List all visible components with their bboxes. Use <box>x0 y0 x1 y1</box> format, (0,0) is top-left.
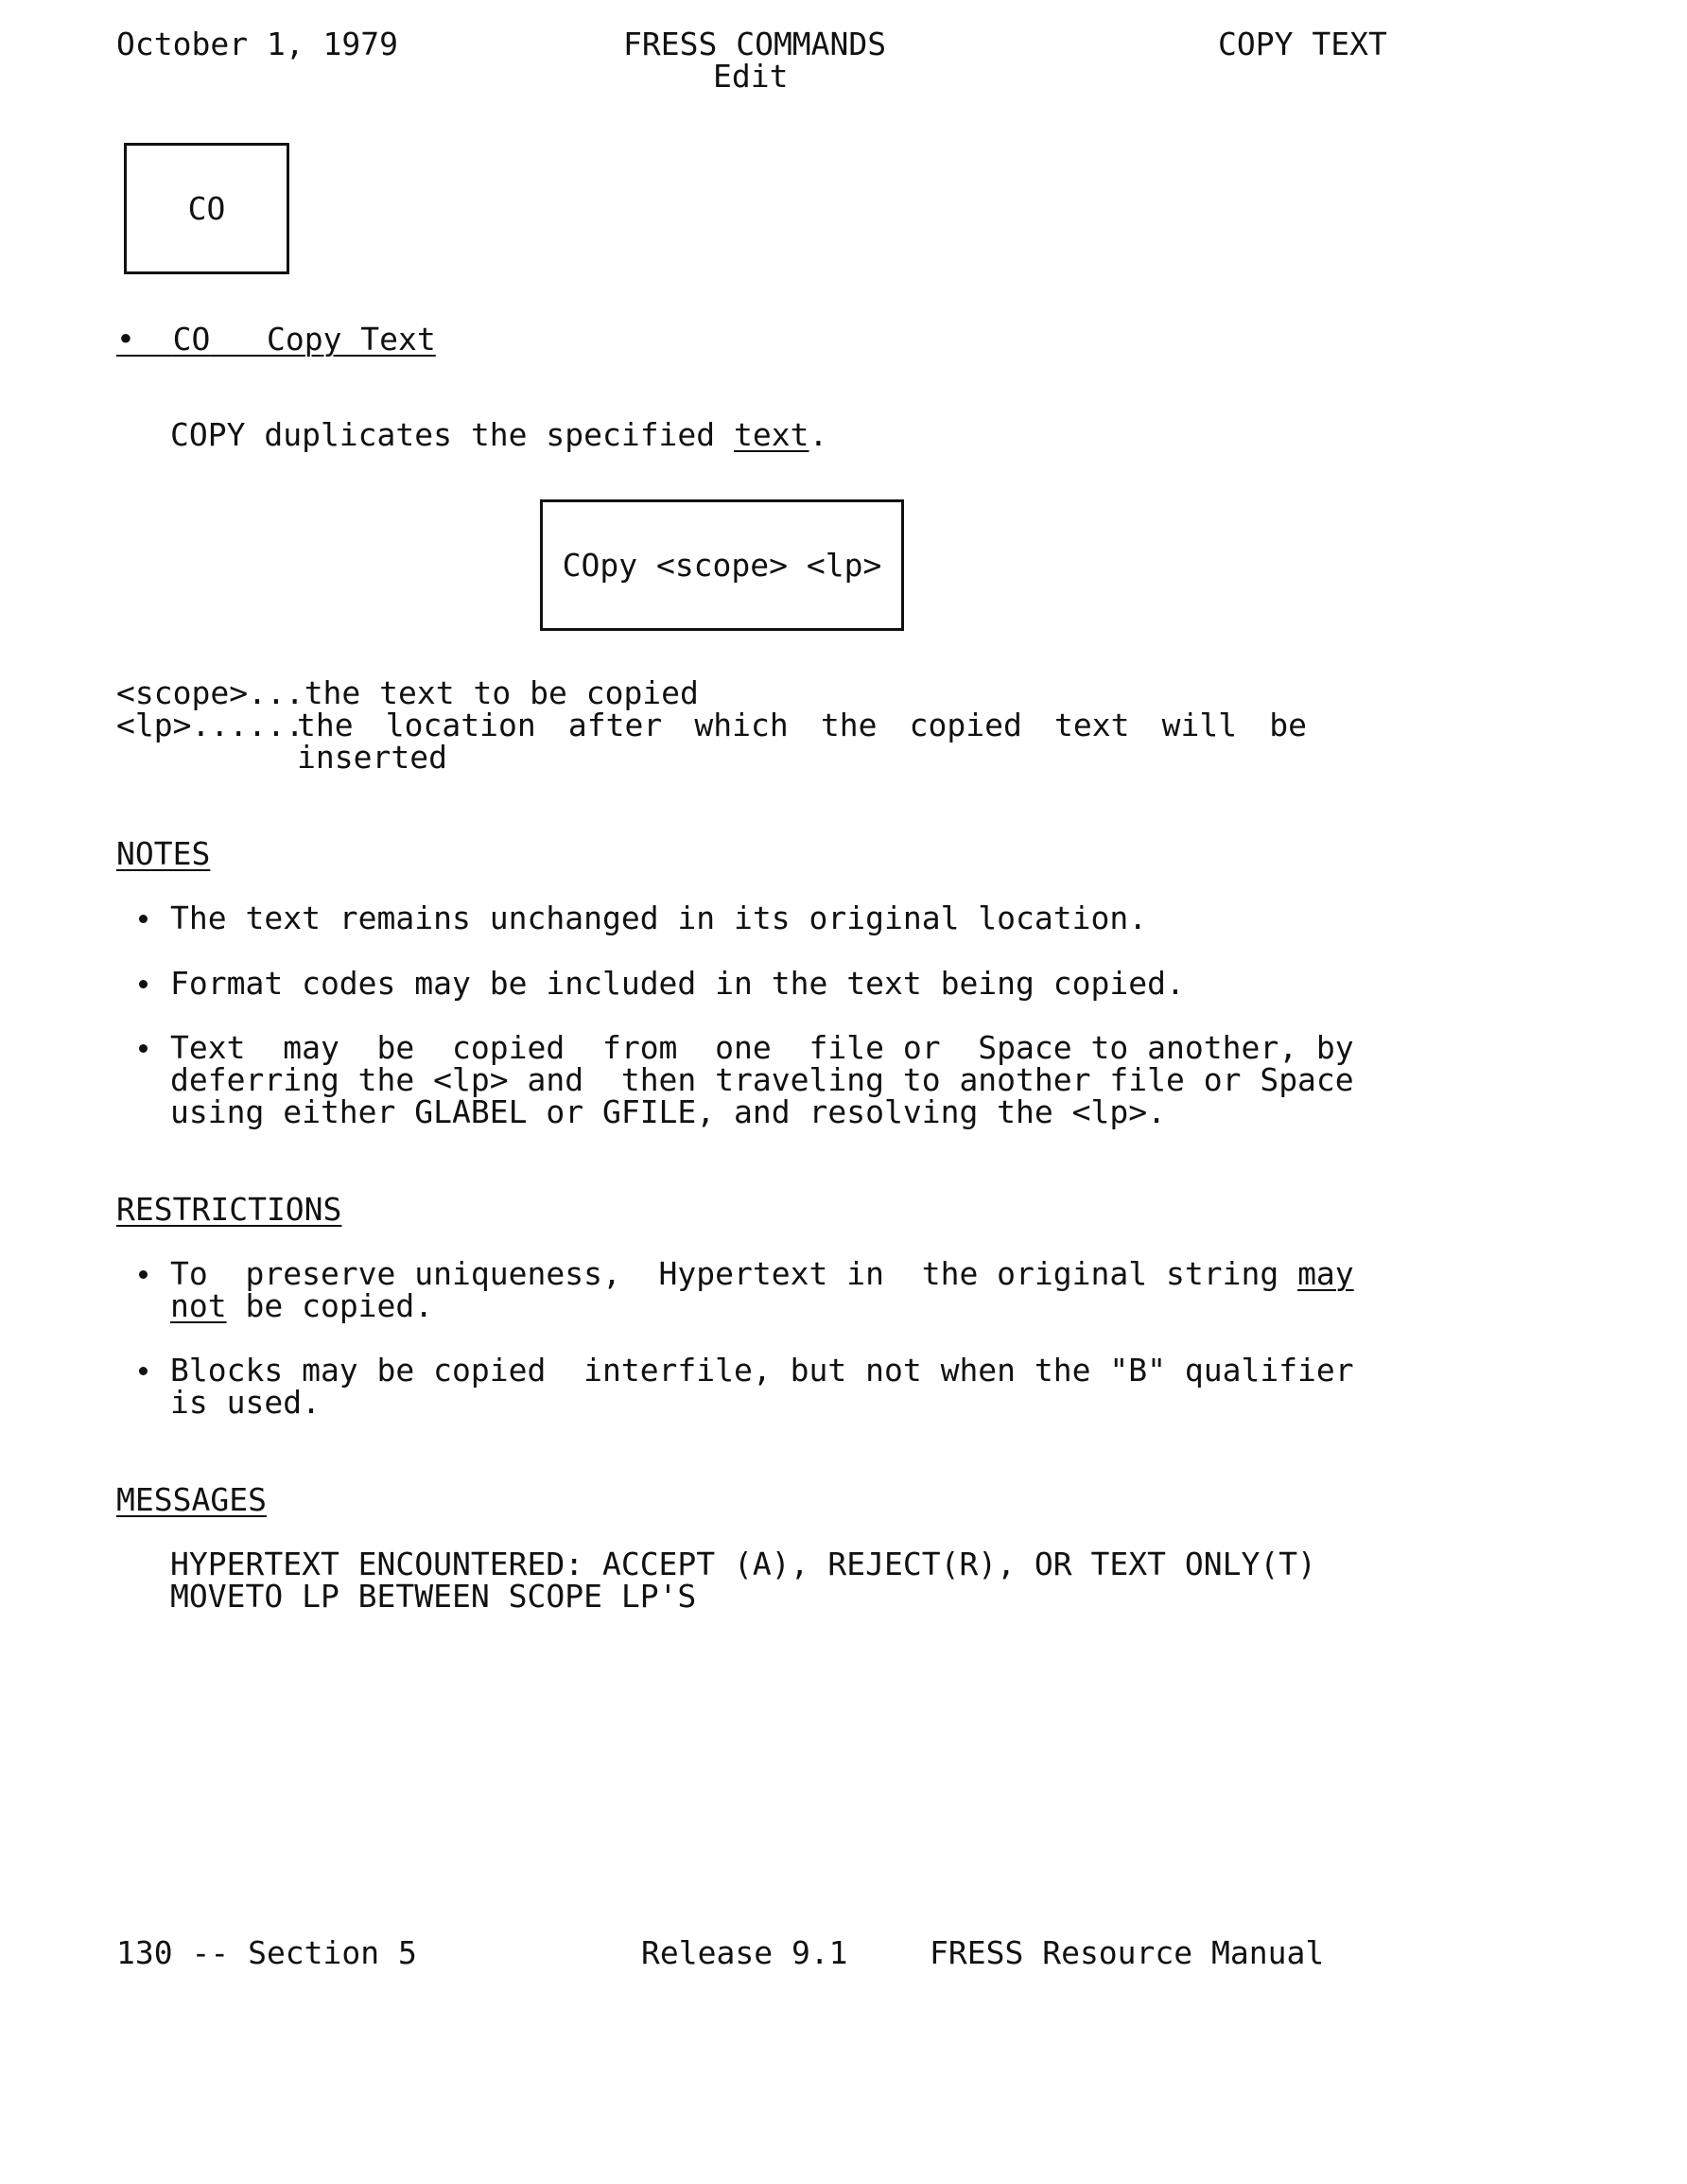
syntax-box <box>540 499 904 631</box>
intro-underlined-word: text <box>734 416 809 453</box>
note-bullet-1 <box>139 915 148 923</box>
note-item-3-line1: Text may be copied from one file or Space to another, by <box>170 1029 1354 1066</box>
header-section-title: COPY TEXT <box>1218 26 1387 62</box>
command-heading <box>116 323 436 356</box>
param-lp-desc-line1: the location after which the copied text will be <box>297 707 1307 743</box>
note-item-3-line3: using either GLABEL or GFILE, and resolving the <lp>. <box>170 1093 1166 1130</box>
param-scope <box>116 674 699 711</box>
intro-text: COPY duplicates the specified text. <box>170 416 828 453</box>
note-bullet-3 <box>139 1044 148 1053</box>
restriction-underlined-may: may <box>1297 1255 1354 1292</box>
note-item-1: The text remains unchanged in its original location. <box>170 900 1148 936</box>
footer-release: Release 9.1 <box>641 1934 848 1971</box>
param-lp-name: <lp>...... <box>116 707 304 743</box>
command-box-label: CO <box>187 189 226 227</box>
restriction-item-1-line1: To preserve uniqueness, Hypertext in the original string may <box>170 1255 1354 1292</box>
notes-heading: NOTES <box>116 835 211 872</box>
command-box <box>124 143 289 274</box>
footer-manual: FRESS Resource Manual <box>930 1934 1325 1971</box>
restrictions-heading: RESTRICTIONS <box>116 1191 342 1228</box>
note-item-2: Format codes may be included in the text being copied. <box>170 965 1185 1002</box>
param-lp-desc-line2: inserted <box>297 739 447 776</box>
heading-bullet: • <box>116 321 173 358</box>
header-title: FRESS COMMANDS <box>623 26 887 62</box>
restriction-bullet-2 <box>139 1367 148 1375</box>
messages-heading: MESSAGES <box>116 1481 267 1518</box>
restriction-underlined-not: not <box>170 1287 227 1324</box>
restriction-item-2-line2: is used. <box>170 1384 321 1421</box>
message-line-2: MOVETO LP BETWEEN SCOPE LP'S <box>170 1578 697 1615</box>
message-line-1: HYPERTEXT ENCOUNTERED: ACCEPT (A), REJECT(R), OR TEXT ONLY(T) <box>170 1546 1316 1582</box>
syntax-text: COpy <scope> <lp> <box>562 546 882 584</box>
header-date: October 1, 1979 <box>116 26 399 62</box>
note-bullet-2 <box>139 980 148 988</box>
heading-abbrev: CO <box>172 321 211 358</box>
heading-title: Copy Text <box>266 321 436 358</box>
param-scope-desc: the text to be copied <box>304 674 699 711</box>
footer-page: 130 -- Section 5 <box>116 1934 417 1971</box>
restriction-item-2-line1: Blocks may be copied interfile, but not when the "B" qualifier <box>170 1352 1354 1389</box>
header-subtitle: Edit <box>713 58 789 95</box>
note-item-3-line2: deferring the <lp> and then traveling to another file or Space <box>170 1061 1354 1098</box>
restriction-bullet-1 <box>139 1270 148 1279</box>
param-scope-name: <scope>... <box>116 674 304 711</box>
restriction-item-1-line2: not be copied. <box>170 1287 434 1324</box>
